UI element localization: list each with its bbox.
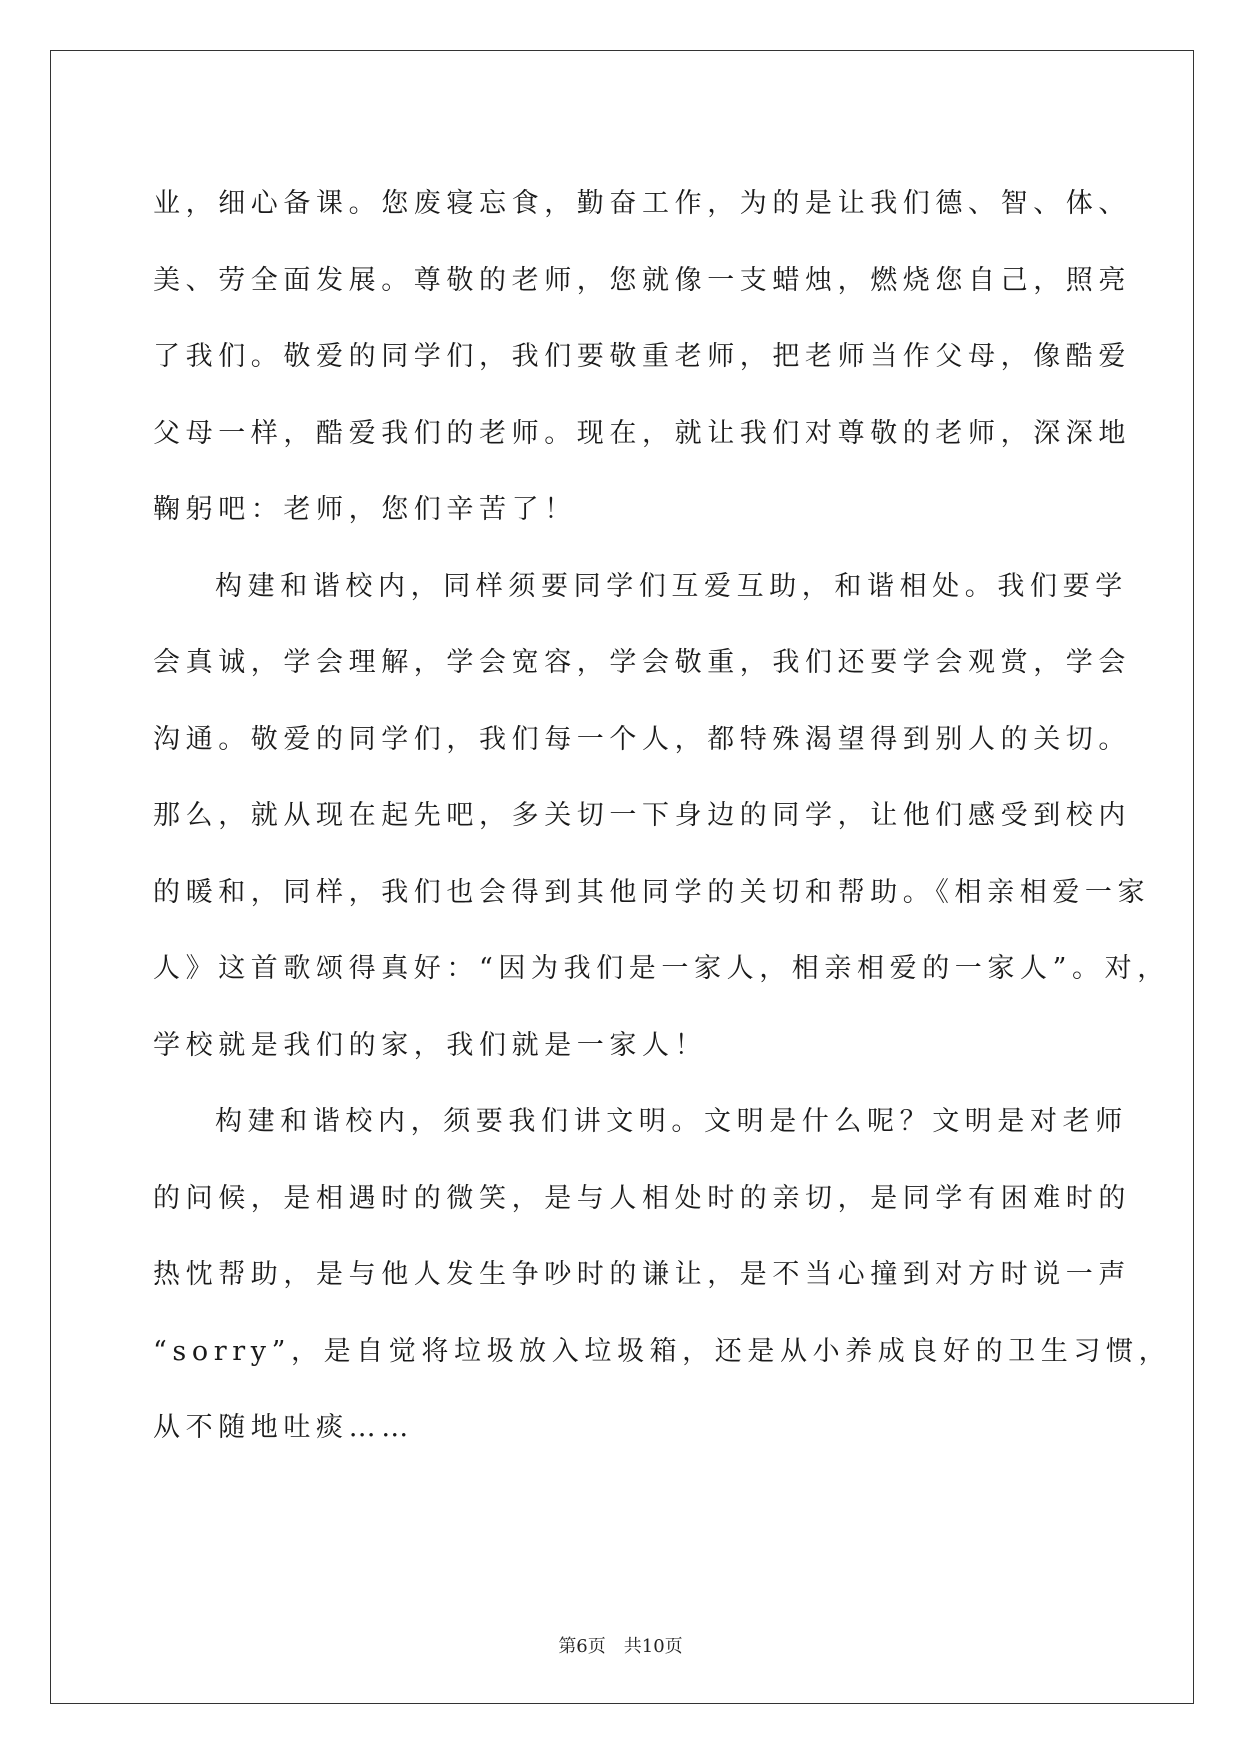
text-line: 业，细心备课。您废寝忘食，勤奋工作，为的是让我们德、智、体、 <box>153 188 1131 219</box>
text-line: 父母一样，酷爱我们的老师。现在，就让我们对尊敬的老师，深深地 <box>153 417 1131 449</box>
text-line: “sorry”，是自觉将垃圾放入垃圾箱，还是从小养成良好的卫生习惯， <box>153 1335 1172 1367</box>
page-number: 第6页 <box>558 1636 606 1657</box>
text-line: 热忱帮助，是与他人发生争吵时的谦让，是不当心撞到对方时说一声 <box>153 1259 1131 1290</box>
text-line: 了我们。敬爱的同学们，我们要敬重老师，把老师当作父母，像酷爱 <box>153 341 1131 372</box>
text-line: 的问候，是相遇时的微笑，是与人相处时的亲切，是同学有困难时的 <box>153 1182 1131 1214</box>
text-line: 那么，就从现在起先吧，多关切一下身边的同学，让他们感受到校内 <box>153 800 1131 831</box>
text-line: 美、劳全面发展。尊敬的老师，您就像一支蜡烛，燃烧您自己，照亮 <box>153 264 1131 296</box>
text-line: 的暖和，同样，我们也会得到其他同学的关切和帮助。《相亲相爱一家 <box>153 876 1151 908</box>
paragraph-first-line: 构建和谐校内，须要我们讲文明。文明是什么呢？文明是对老师 <box>215 1106 1128 1137</box>
text-line: 沟通。敬爱的同学们，我们每一个人，都特殊渴望得到别人的关切。 <box>153 723 1131 755</box>
document-body <box>153 166 1172 1467</box>
page-footer <box>0 1632 1241 1658</box>
text-line: 学校就是我们的家，我们就是一家人！ <box>153 1029 708 1061</box>
text-line: 从不随地吐痰…… <box>153 1412 414 1443</box>
page-total: 共10页 <box>623 1636 683 1657</box>
paragraph-first-line: 构建和谐校内，同样须要同学们互爱互助，和谐相处。我们要学 <box>215 570 1128 602</box>
text-line: 鞠躬吧：老师，您们辛苦了！ <box>153 494 577 525</box>
text-line: 人》这首歌颂得真好：“因为我们是一家人，相亲相爱的一家人”。对， <box>153 953 1170 984</box>
text-line: 会真诚，学会理解，学会宽容，学会敬重，我们还要学会观赏，学会 <box>153 647 1131 678</box>
